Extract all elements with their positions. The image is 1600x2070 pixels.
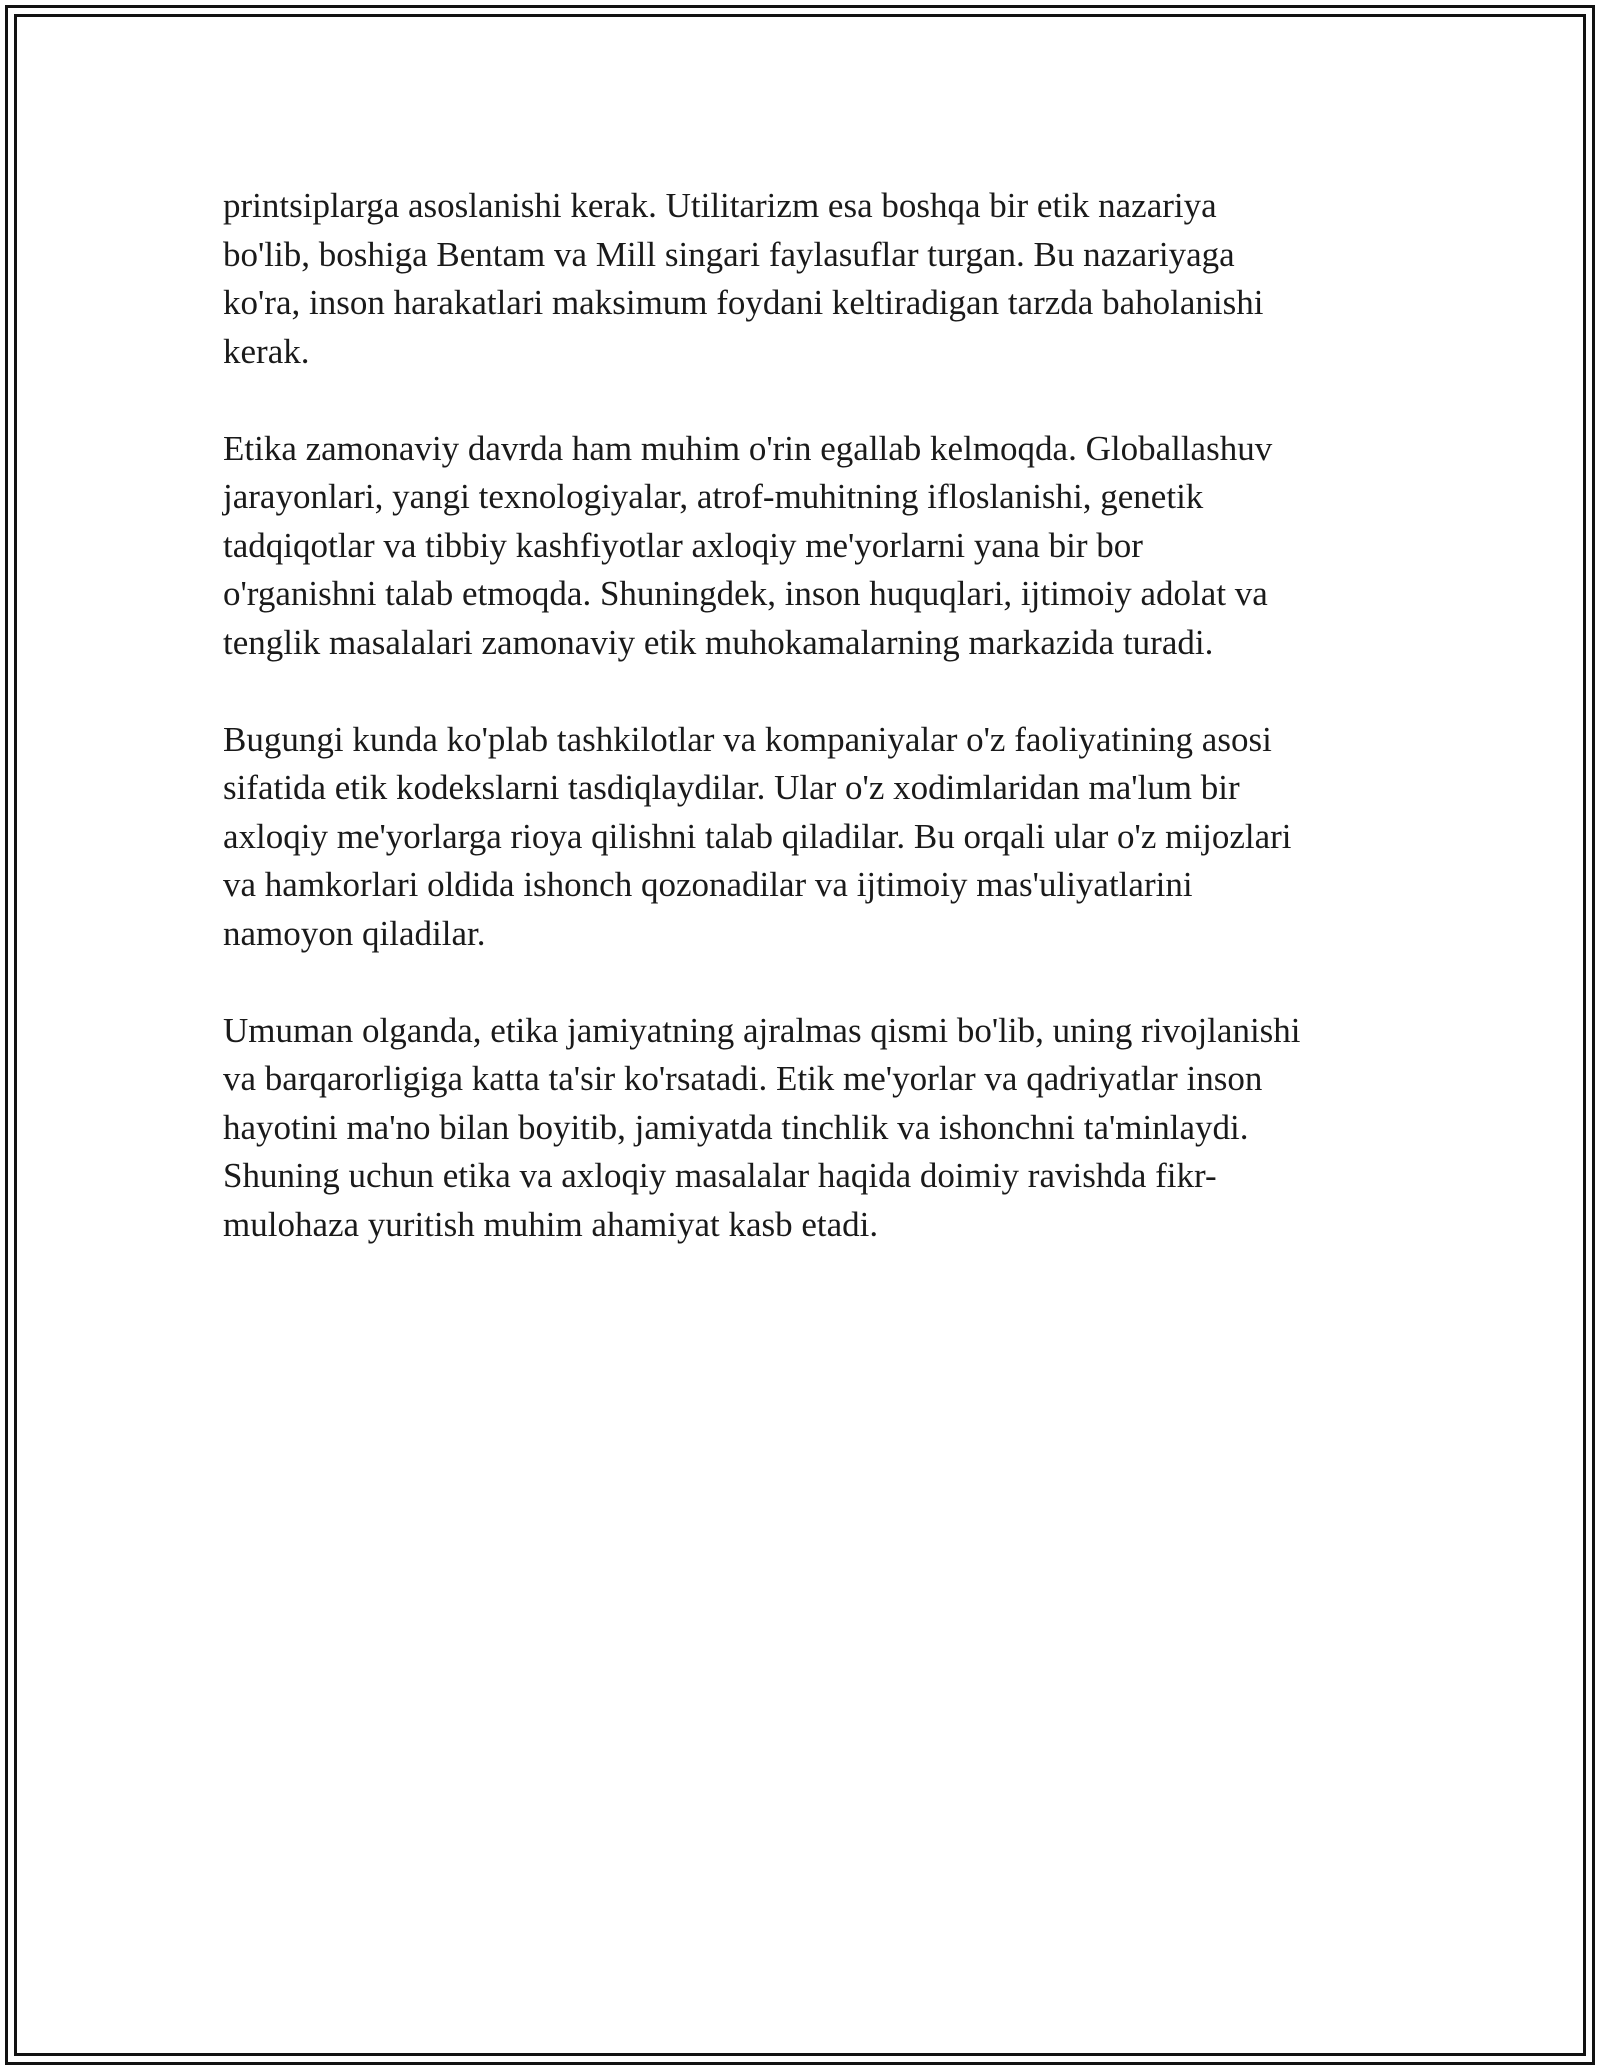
text-line: tenglik masalalari zamonaviy etik muhokamalarning markazida turadi. bbox=[223, 622, 1214, 662]
text-line: axloqiy me'yorlarga rioya qilishni talab qiladilar. Bu orqali ular o'z mijozlari bbox=[223, 816, 1292, 856]
text-line: mulohaza yuritish muhim ahamiyat kasb etadi. bbox=[223, 1204, 879, 1244]
paragraph-4 bbox=[223, 1007, 1403, 1250]
text-line: kerak. bbox=[223, 331, 310, 371]
text-line: ko'ra, inson harakatlari maksimum foydani keltiradigan tarzda baholanishi bbox=[223, 283, 1264, 322]
text-line: bo'lib, boshiga Bentam va Mill singari faylasuflar turgan. Bu nazariyaga bbox=[223, 234, 1235, 274]
text-line: sifatida etik kodekslarni tasdiqlaydilar. Ular o'z xodimlaridan ma'lum bir bbox=[223, 768, 1240, 807]
text-line: va hamkorlari oldida ishonch qozonadilar va ijtimoiy mas'uliyatlarini bbox=[223, 865, 1193, 904]
text-line: va barqarorligiga katta ta'sir ko'rsatadi. Etik me'yorlar va qadriyatlar inson bbox=[223, 1059, 1263, 1098]
text-line: Umuman olganda, etika jamiyatning ajralmas qismi bo'lib, uning rivojlanishi bbox=[223, 1010, 1301, 1050]
text-line: Shuning uchun etika va axloqiy masalalar haqida doimiy ravishda fikr- bbox=[223, 1156, 1217, 1195]
text-line: printsiplarga asoslanishi kerak. Utilitarizm esa boshqa bir etik nazariya bbox=[223, 186, 1217, 225]
text-line: namoyon qiladilar. bbox=[223, 913, 486, 953]
document-body bbox=[223, 182, 1403, 1298]
paragraph-1 bbox=[223, 182, 1403, 376]
text-line: hayotini ma'no bilan boyitib, jamiyatda tinchlik va ishonchni ta'minlaydi. bbox=[223, 1107, 1249, 1147]
paragraph-3 bbox=[223, 716, 1403, 959]
text-line: Etika zamonaviy davrda ham muhim o'rin egallab kelmoqda. Globallashuv bbox=[223, 428, 1273, 468]
paragraph-2 bbox=[223, 425, 1403, 668]
text-line: jarayonlari, yangi texnologiyalar, atrof-muhitning ifloslanishi, genetik bbox=[223, 477, 1204, 516]
text-line: o'rganishni talab etmoqda. Shuningdek, inson huquqlari, ijtimoiy adolat va bbox=[223, 574, 1268, 613]
text-line: tadqiqotlar va tibbiy kashfiyotlar axloqiy me'yorlarni yana bir bor bbox=[223, 525, 1143, 565]
text-line: Bugungi kunda ko'plab tashkilotlar va kompaniyalar o'z faoliyatining asosi bbox=[223, 719, 1272, 759]
